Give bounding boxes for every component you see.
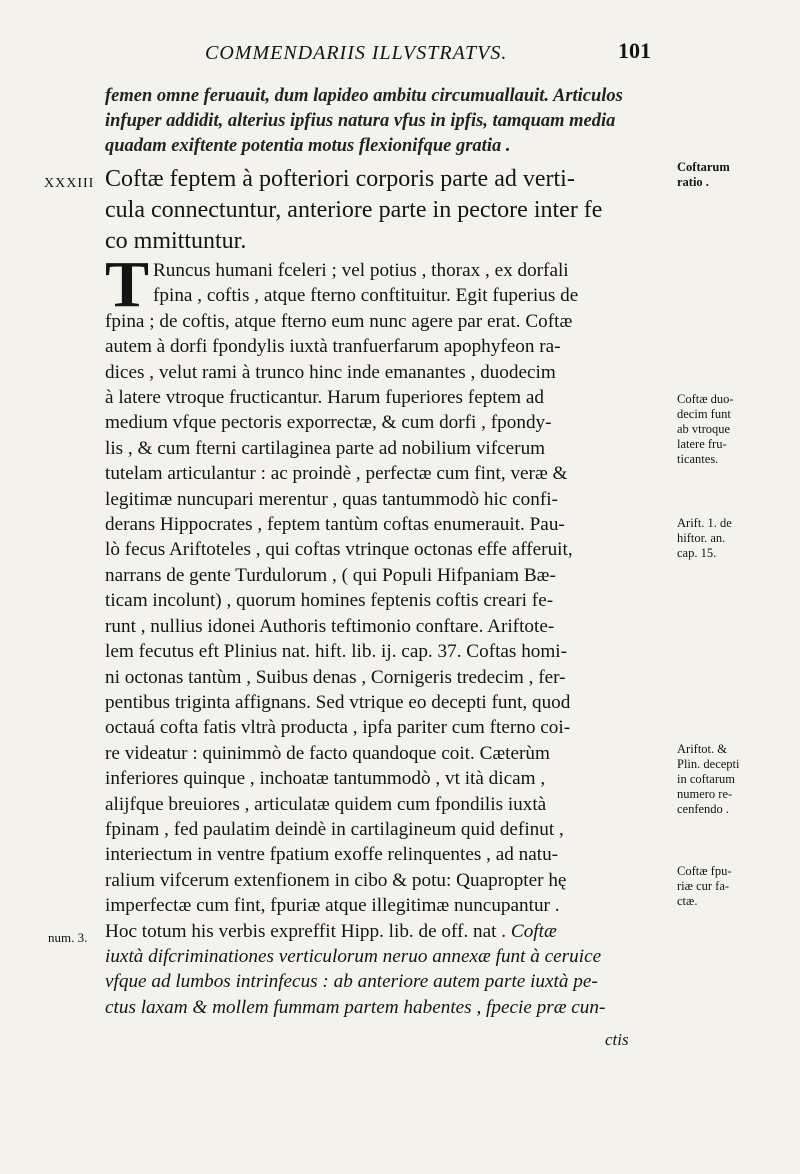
quote-line: iuxtà difcriminationes verticulorum neruo annexæ funt à ceruice (105, 945, 602, 967)
section-number: XXXIII (44, 176, 95, 191)
body-line: narrans de gente Turdulorum , ( qui Populi Hifpaniam Bæ- (105, 564, 556, 586)
margin-note (677, 864, 789, 909)
body-line: runt , nullius idonei Authoris teftimonio conftare. Ariftote- (105, 615, 555, 637)
body-line: derans Hippocrates , feptem tantùm coftas enumerauit. Pau- (105, 514, 565, 536)
body-line: alijfque breuiores , articulatæ quidem cum fpondilis iuxtà (105, 793, 547, 815)
body-line: re videatur : quinimmò de facto quandoque coit. Cæterùm (105, 742, 550, 764)
catchword: ctis (605, 1030, 629, 1049)
body-line: ralium vifcerum extenfionem in cibo & potu: Quapropter hę (105, 869, 567, 891)
body-line: fpina ; de coftis, atque fterno eum nunc agere par erat. Coftæ (105, 310, 573, 332)
body-line: à latere vtroque fructicantur. Harum fuperiores feptem ad (105, 387, 544, 409)
heading-line: Coftæ feptem à pofteriori corporis parte ad verti- (105, 166, 575, 192)
body-line: inferiores quinque , inchoatæ tantummodò , vt ità dicam , (105, 768, 546, 790)
body-line: imperfectæ cum fint, fpuriæ atque illegitimæ nuncupantur . (105, 895, 560, 917)
margin-note-line: latere fru- (677, 437, 727, 451)
margin-note-line: Coftæ duo- (677, 392, 734, 406)
intro-line: quadam exiftente potentia motus flexionifque gratia . (105, 136, 511, 156)
intro-line: femen omne feruauit, dum lapideo ambitu circumuallauit. Articulos (105, 86, 623, 106)
intro-paragraph (105, 84, 667, 159)
margin-note (677, 160, 789, 190)
margin-note-line: ctæ. (677, 894, 698, 908)
quote-intro-line (105, 919, 665, 944)
intro-line: infuper addidit, alterius ipfius natura vfus in ipfis, tamquam media (105, 111, 616, 131)
margin-note-line: riæ cur fa- (677, 879, 730, 893)
body-line: fpina , coftis , atque fterno conftituitur. Egit fuperius de (153, 285, 579, 307)
margin-note-line: ratio . (677, 175, 709, 189)
body-line: pentibus triginta affignans. Sed vtrique eo decepti funt, quod (105, 691, 571, 713)
body-line: ni octonas tantùm , Suibus denas , Cornigeris tredecim , fer- (105, 666, 566, 688)
running-title: COMMENDARIIS ILLVSTRATVS. (205, 42, 508, 64)
num-marker: num. 3. (48, 930, 88, 945)
body-line: lem fecutus eft Plinius nat. hift. lib. ij. cap. 37. Coftas homi- (105, 641, 568, 663)
margin-note-line: cap. 15. (677, 546, 717, 560)
drop-cap: T (105, 248, 150, 321)
margin-note-line: decim funt (677, 407, 731, 421)
quote-line: vfque ad lumbos intrinfecus : ab anteriore autem parte iuxtà pe- (105, 971, 598, 993)
body-line: medium vfque pectoris exporrectæ, & cum dorfi , fpondy- (105, 412, 552, 434)
body-line: Runcus humani fceleri ; vel potius , thorax , ex dorfali (153, 260, 569, 281)
margin-note-line: Coftæ fpu- (677, 864, 732, 878)
body-line: dices , velut rami à trunco hinc inde emanantes , duodecim (105, 361, 556, 383)
section-heading (105, 164, 670, 257)
body-line: autem à dorfi fpondylis iuxtà tranfuerfarum apophyfeon ra- (105, 336, 561, 358)
margin-note-line: numero re- (677, 787, 733, 801)
margin-note-line: Arift. 1. de (677, 516, 732, 530)
quote-intro: Hoc totum his verbis expreffit Hipp. lib. de off. nat . (105, 920, 507, 942)
page-number: 101 (618, 38, 651, 63)
margin-note (677, 742, 789, 817)
margin-note-line: cenfendo . (677, 802, 730, 816)
body-line: lis , & cum fterni cartilaginea parte ad nobilium vifcerum (105, 437, 546, 459)
margin-note-line: Coftarum (677, 160, 730, 174)
body-line: octauá cofta fatis vltrà producta , ipfa pariter cum fterno coi- (105, 717, 571, 739)
margin-note-line: Ariftot. & (677, 742, 727, 756)
heading-line: co mmittuntur. (105, 228, 247, 254)
body-text (105, 258, 665, 1020)
quote-start: Coftæ (510, 920, 557, 942)
body-line: interiectum in ventre fpatium exoffe relinquentes , ad natu- (105, 844, 559, 866)
body-line: legitimæ nuncupari merentur , quas tantummodò hic confi- (105, 488, 558, 510)
heading-line: cula connectuntur, anteriore parte in pectore inter fe (105, 197, 603, 223)
quote-line: ctus laxam & mollem fummam partem habentes , fpecie præ cun- (105, 996, 606, 1018)
margin-note-line: ab vtroque (677, 422, 731, 436)
margin-note-line: in coftarum (677, 772, 735, 786)
margin-note (677, 392, 789, 467)
margin-note-line: ticantes. (677, 452, 719, 466)
body-line: tutelam articulantur : ac proindè , perfectæ cum fint, veræ & (105, 463, 568, 485)
margin-note (677, 516, 789, 561)
margin-note-line: Plin. decepti (677, 757, 740, 771)
body-line: fpinam , fed paulatim deindè in cartilagineum quid definut , (105, 818, 564, 840)
body-line: lò fecus Ariftoteles , qui coftas vtrinque octonas effe afferuit, (105, 539, 573, 561)
body-line: ticam incolunt) , quorum homines feptenis coftis creari fe- (105, 590, 554, 612)
margin-note-line: hiftor. an. (677, 531, 726, 545)
